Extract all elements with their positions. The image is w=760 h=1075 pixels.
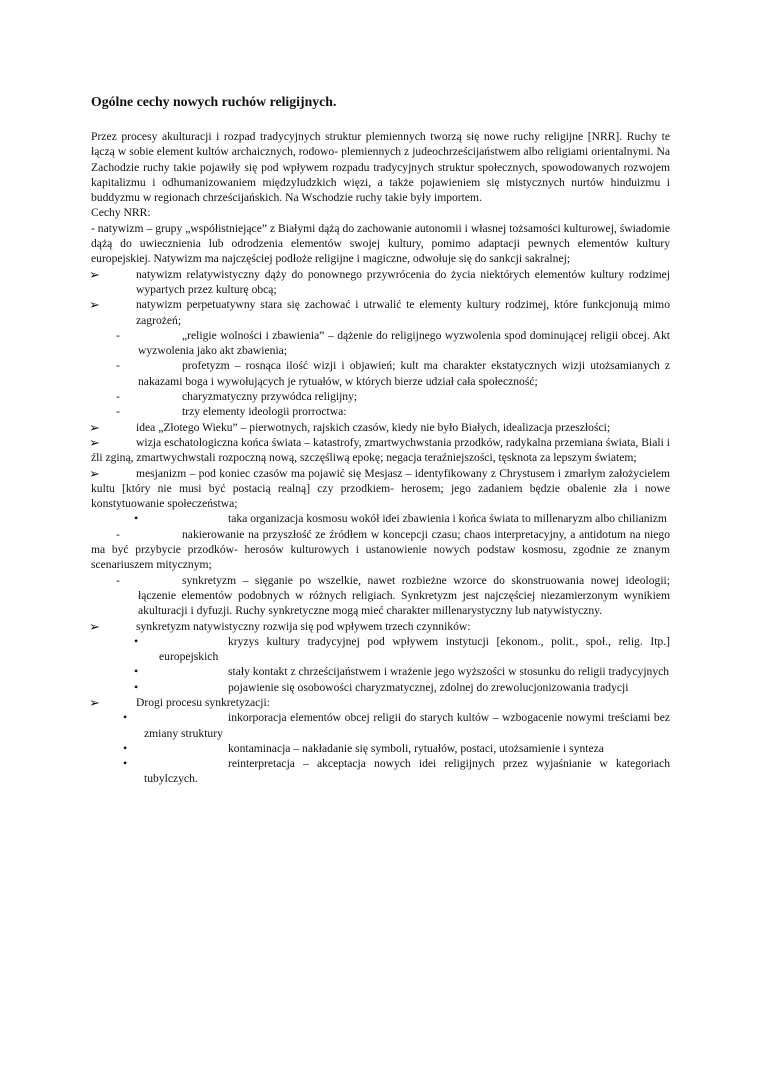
list-item: [91, 328, 670, 359]
list-item-text: taka organizacja kosmosu wokół idei zbawienia i końca świata to millenaryzm albo chilianizm: [228, 512, 667, 526]
bullet-icon: •: [123, 710, 128, 725]
list-item-text: pojawienie się osobowości charyzmatycznej, zdolnej do zrewolucjonizowania tradycji: [228, 680, 629, 694]
arrow-bullet-icon: ➢: [89, 297, 100, 313]
dash-bullet-icon: -: [116, 390, 120, 404]
page-title: Ogólne cechy nowych ruchów religijnych.: [91, 94, 337, 109]
list-item-text: idea „Złotego Wieku” – pierwotnych, rajskich czasów, kiedy nie było Białych, idealizacja przeszłości;: [136, 420, 611, 434]
arrow-bullet-icon: ➢: [89, 694, 100, 710]
list-item-text: Drogi procesu synkretyzacji:: [136, 695, 270, 709]
list-item: [91, 435, 670, 466]
list-item-text: trzy elementy ideologii prorroctwa:: [182, 405, 347, 419]
natywizm-paragraph: - natywizm – grupy „współistniejące” z Białymi dążą do zachowanie autonomii i własnej tożsamości kulturowej, świadomie dążą do uwiecznienia lub odrodzenia elementów swojej kultury, pomimo adaptacji pewnych elementów kultury europejskiej. Natywizm ma najczęściej podłoże religijne i magiczne, odwołuje się do sankcji sakralnej;: [91, 221, 670, 266]
arrow-bullet-icon: ➢: [89, 618, 100, 634]
bullet-icon: •: [134, 679, 139, 694]
list-item-text: kryzys kultury tradycyjnej pod wpływem instytucji [ekonom., polit., społ., relig. Itp.] europejskich: [159, 634, 670, 664]
list-item: [91, 527, 670, 573]
document-page: [91, 93, 670, 787]
list-item-text: stały kontakt z chrześcijaństwem i wrażenie jego wyższości w stosunku do religii tradycyjnych: [228, 665, 670, 679]
list-item: [91, 358, 670, 389]
bullet-icon: •: [134, 633, 139, 648]
cechy-label: Cechy NRR:: [91, 206, 151, 220]
dash-bullet-icon: -: [116, 359, 120, 373]
list-item-text: natywizm relatywistyczny dąży do ponownego przywrócenia do życia niektórych elementów kultury rodzimej wypartych przez kulturę obcą;: [136, 267, 670, 296]
list-item: [91, 619, 670, 634]
list-item-text: charyzmatyczny przywódca religijny;: [182, 390, 358, 404]
bullet-icon: •: [123, 740, 128, 755]
dash-bullet-icon: -: [116, 328, 120, 342]
bullet-icon: •: [123, 756, 128, 771]
list-item-text: kontaminacja – nakładanie się symboli, rytuałów, postaci, utożsamienie i synteza: [228, 741, 604, 755]
arrow-bullet-icon: ➢: [89, 434, 100, 450]
arrow-bullet-icon: ➢: [89, 266, 100, 282]
dash-bullet-icon: -: [116, 527, 120, 541]
list-item: [91, 420, 670, 435]
list-item: [91, 404, 670, 419]
list-item: [91, 695, 670, 710]
list-item: [91, 664, 670, 679]
list-item: [91, 389, 670, 404]
list-item: [91, 297, 670, 328]
arrow-bullet-icon: ➢: [89, 465, 100, 481]
list-item-text: reinterpretacja – akceptacja nowych idei religijnych przez wyjaśnianie w kategoriach tubylczych.: [144, 757, 670, 786]
list-item: [91, 573, 670, 619]
list-item: [91, 466, 670, 512]
list-item-text: natywizm perpetuatywny stara się zachować i utrwalić te elementy kultury rodzimej, które funkcjonują mimo zagrożeń;: [136, 298, 670, 327]
list-item-text: nakierowanie na przyszłość ze źródłem w koncepcji czasu; chaos interpretacyjny, a antidotum na niego ma być przybycie przodków- herosów kulturowych i ustanowienie nowych podstaw kosmosu, zgodnie ze znanym scenariuszem mitycznym;: [91, 527, 670, 572]
list-item: [91, 741, 670, 756]
list-item-text: profetyzm – rosnąca ilość wizji i objawień; kult ma charakter ekstatycznych wizji utożsamianych z nakazami boga i wywołujących je rytuałów, w których bierze udział cała społeczność;: [138, 359, 670, 388]
list-item: [91, 634, 670, 665]
dash-bullet-icon: -: [116, 405, 120, 419]
bullet-icon: •: [134, 664, 139, 679]
list-item-text: synkretyzm – sięganie po wszelkie, nawet rozbieżne wzorce do skonstruowania nowej ideologii; łączenie elementów podobnych w różnych religiach. Synkretyzm jest najczęściej niezamierzonym wynikiem akulturacji i dyfuzji. Ruchy synkretyczne mogą mieć charakter millenarystyczny lub natywistyczny.: [138, 573, 670, 618]
list-item: [91, 680, 670, 695]
list-item: [91, 267, 670, 298]
list-item-text: wizja eschatologiczna końca świata – katastrofy, zmartwychwstania przodków, radykalna przemiana świata, Biali i źli zginą, zmartwychwstali rozpoczną nową, szczęśliwą epokę; negacja teraźniejszości, tęsknota za lepszym światem;: [91, 435, 670, 465]
bullet-icon: •: [134, 511, 139, 526]
list-item: [91, 511, 670, 526]
list-item-text: synkretyzm natywistyczny rozwija się pod wpływem trzech czynników:: [136, 619, 471, 633]
dash-bullet-icon: -: [116, 573, 120, 587]
list-item: [91, 710, 670, 741]
intro-paragraph: Przez procesy akulturacji i rozpad tradycyjnych struktur plemiennych tworzą się nowe ruchy religijne [NRR]. Ruchy te łączą w sobie element kultów archaicznych, rodowo- plemiennych z judeochrześcijaństwem albo religiami orientalnymi. Na Zachodzie ruchy takie pojawiły się pod wpływem rozpadu tradycyjnych struktur społecznych, spowodowanych rozwojem kapitalizmu i odhumanizowaniem międzyludzkich więzi, a także pojawieniem się mistycznych nurtów hinduizmu i buddyzmu w regionach chrześcijańskich. Na Wschodzie ruchy takie były importem.: [91, 130, 670, 205]
list-item-text: „religie wolności i zbawienia” – dążenie do religijnego wyzwolenia spod dominującej religii obcej. Akt wyzwolenia jako akt zbawienia;: [138, 328, 670, 358]
list-item-text: mesjanizm – pod koniec czasów ma pojawić się Mesjasz – identyfikowany z Chrystusem i zmarłym założycielem kultu [który nie musi być postacią realną] czy przodkiem- herosem; jego zadaniem będzie obalenie zła i nowe konstytuowanie społeczeństwa;: [91, 466, 670, 511]
list-item: [91, 756, 670, 787]
arrow-bullet-icon: ➢: [89, 419, 100, 435]
list-item-text: inkorporacja elementów obcej religii do starych kultów – wzbogacenie nowymi treściami bez zmiany struktury: [144, 711, 670, 740]
